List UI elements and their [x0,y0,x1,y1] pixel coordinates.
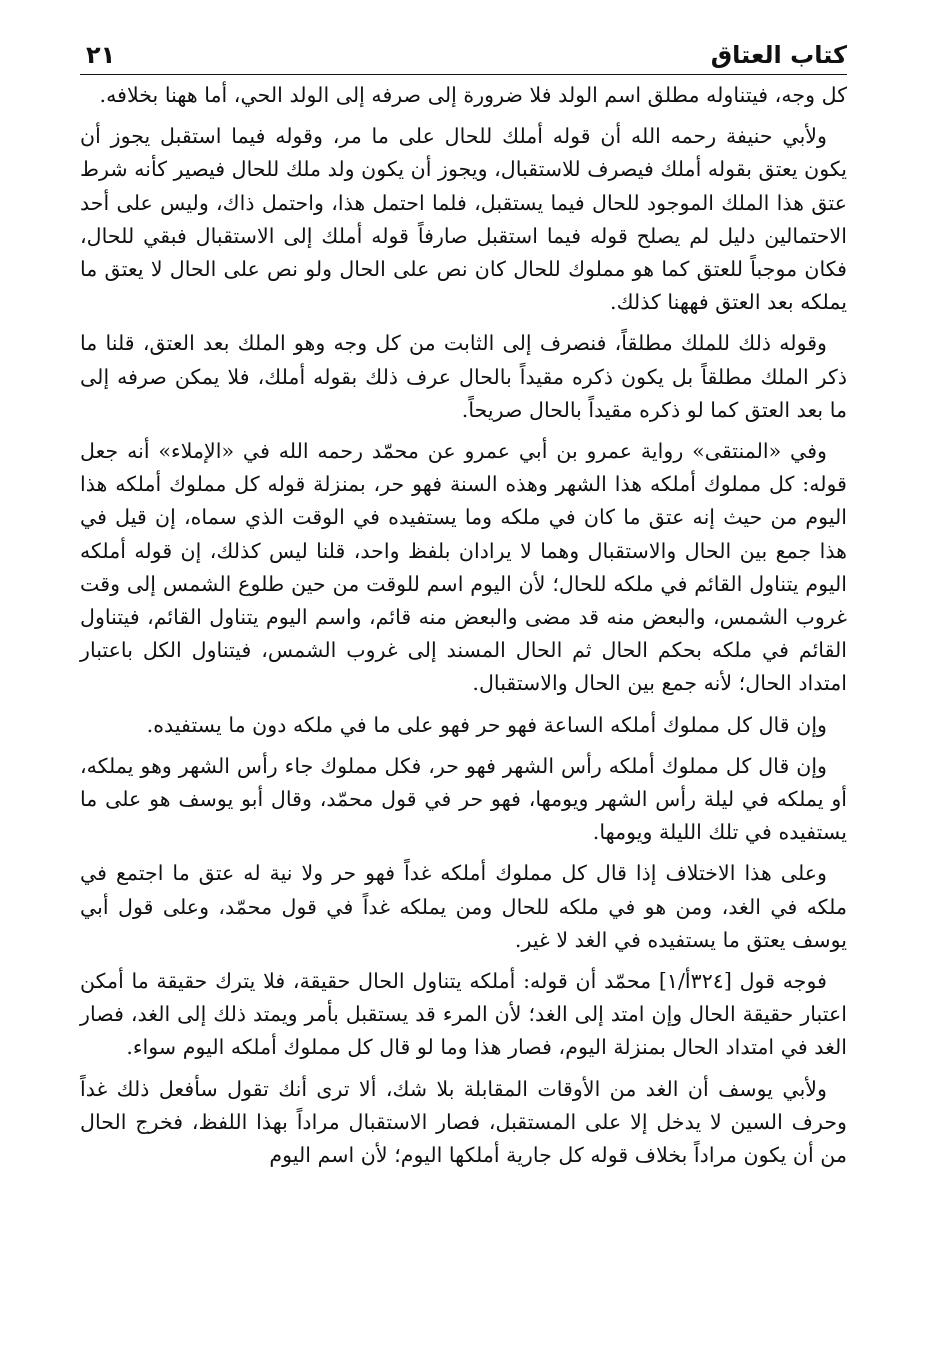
paragraph: وفي «المنتقى» رواية عمرو بن أبي عمرو عن محمّد رحمه الله في «الإملاء» أنه جعل قوله: كل مملوك أملكه هذا الشهر وهذه السنة فهو حر، بمنزلة قوله كل مملوك أملكه هذا اليوم من حيث إنه عتق ما كان في ملكه وما يستفيده في الوقت الذي سماه، إن قيل في هذا جمع بين الحال والاستقبال وهما لا يرادان بلفظ واحد، قلنا ليس كذلك، إن قوله أملكه اليوم يتناول القائم في ملكه للحال؛ لأن اليوم اسم للوقت من حين طلوع الشمس إلى وقت غروب الشمس، والبعض منه قد مضى والبعض منه قائم، واسم اليوم يتناول القائم، فيتناول القائم في ملكه بحكم الحال ثم الحال المسند إلى غروب الشمس، فيتناول الكل باعتبار امتداد الحال؛ لأنه جمع بين الحال والاستقبال. [80,439,847,696]
paragraph: وعلى هذا الاختلاف إذا قال كل مملوك أملكه غداً فهو حر ولا نية له عتق ما اجتمع في ملكه في الغد، ومن هو في ملكه للحال ومن يملكه غداً في قول محمّد، وعلى قول أبي يوسف يعتق ما يستفيده في الغد لا غير. [80,861,847,952]
paragraph: ولأبي حنيفة رحمه الله أن قوله أملك للحال على ما مر، وقوله فيما استقبل يجوز أن يكون يعتق بقوله أملك فيصرف للاستقبال، ويجوز أن يكون ولد ملك للحال فيصير كأنه شرط عتق هذا الملك الموجود للحال فيما يستقبل، فلما احتمل هذا، واحتمل ذاك، وليس على أحد الاحتمالين دليل لم يصلح قوله فيما استقبل صارفاً قوله أملك إلى الاستقبال فبقي للحال، فكان موجباً للعتق كما هو مملوك للحال كان نص على الحال ولو نص على الحال لا يعتق ما يملكه بعد العتق فههنا كذلك. [80,124,847,315]
paragraph: وإن قال كل مملوك أملكه رأس الشهر فهو حر، فكل مملوك جاء رأس الشهر وهو يملكه، أو يملكه في ليلة رأس الشهر ويومها، فهو حر في قول محمّد، وقال أبو يوسف هو على ما يستفيده في تلك الليلة ويومها. [80,753,847,845]
body-text [80,79,847,1172]
page-number: ٢١ [86,41,116,69]
paragraph: وقوله ذلك للملك مطلقاً، فنصرف إلى الثابت من كل وجه وهو الملك بعد العتق، قلنا ما ذكر الملك مطلقاً بل يكون ذكره مقيداً بالحال عرف ذلك بقوله أملك، فلا يمكن صرفه إلى ما بعد العتق كما لو ذكره مقيداً بالحال صريحاً. [80,331,847,422]
paragraph: فوجه قول [٣٢٤أ/١] محمّد أن قوله: أملكه يتناول الحال حقيقة، فلا يترك حقيقة ما أمكن اعتبار حقيقة الحال وإن امتد إلى الغد؛ لأن المرء قد يستقبل بأمر ويمتد ذلك إلى الغد، فصار الغد في امتداد الحال بمنزلة اليوم، فصار هذا وما لو قال كل مملوك أملكه اليوم سواء. [80,969,847,1060]
paragraph: ولأبي يوسف أن الغد من الأوقات المقابلة بلا شك، ألا ترى أنك تقول سأفعل ذلك غداً وحرف السين لا يدخل إلا على المستقبل، فصار الاستقبال مراداً بهذا اللفظ، فخرج الحال من أن يكون مراداً بخلاف قوله كل جارية أملكها اليوم؛ لأن اسم اليوم [80,1076,847,1168]
running-header [80,28,847,75]
chapter-title: كتاب العتاق [710,41,847,69]
paragraph: كل وجه، فيتناوله مطلق اسم الولد فلا ضرورة إلى صرفه إلى الولد الحي، أما ههنا بخلافه. [99,83,847,107]
paragraph: وإن قال كل مملوك أملكه الساعة فهو حر فهو على ما في ملكه دون ما يستفيده. [146,712,827,737]
